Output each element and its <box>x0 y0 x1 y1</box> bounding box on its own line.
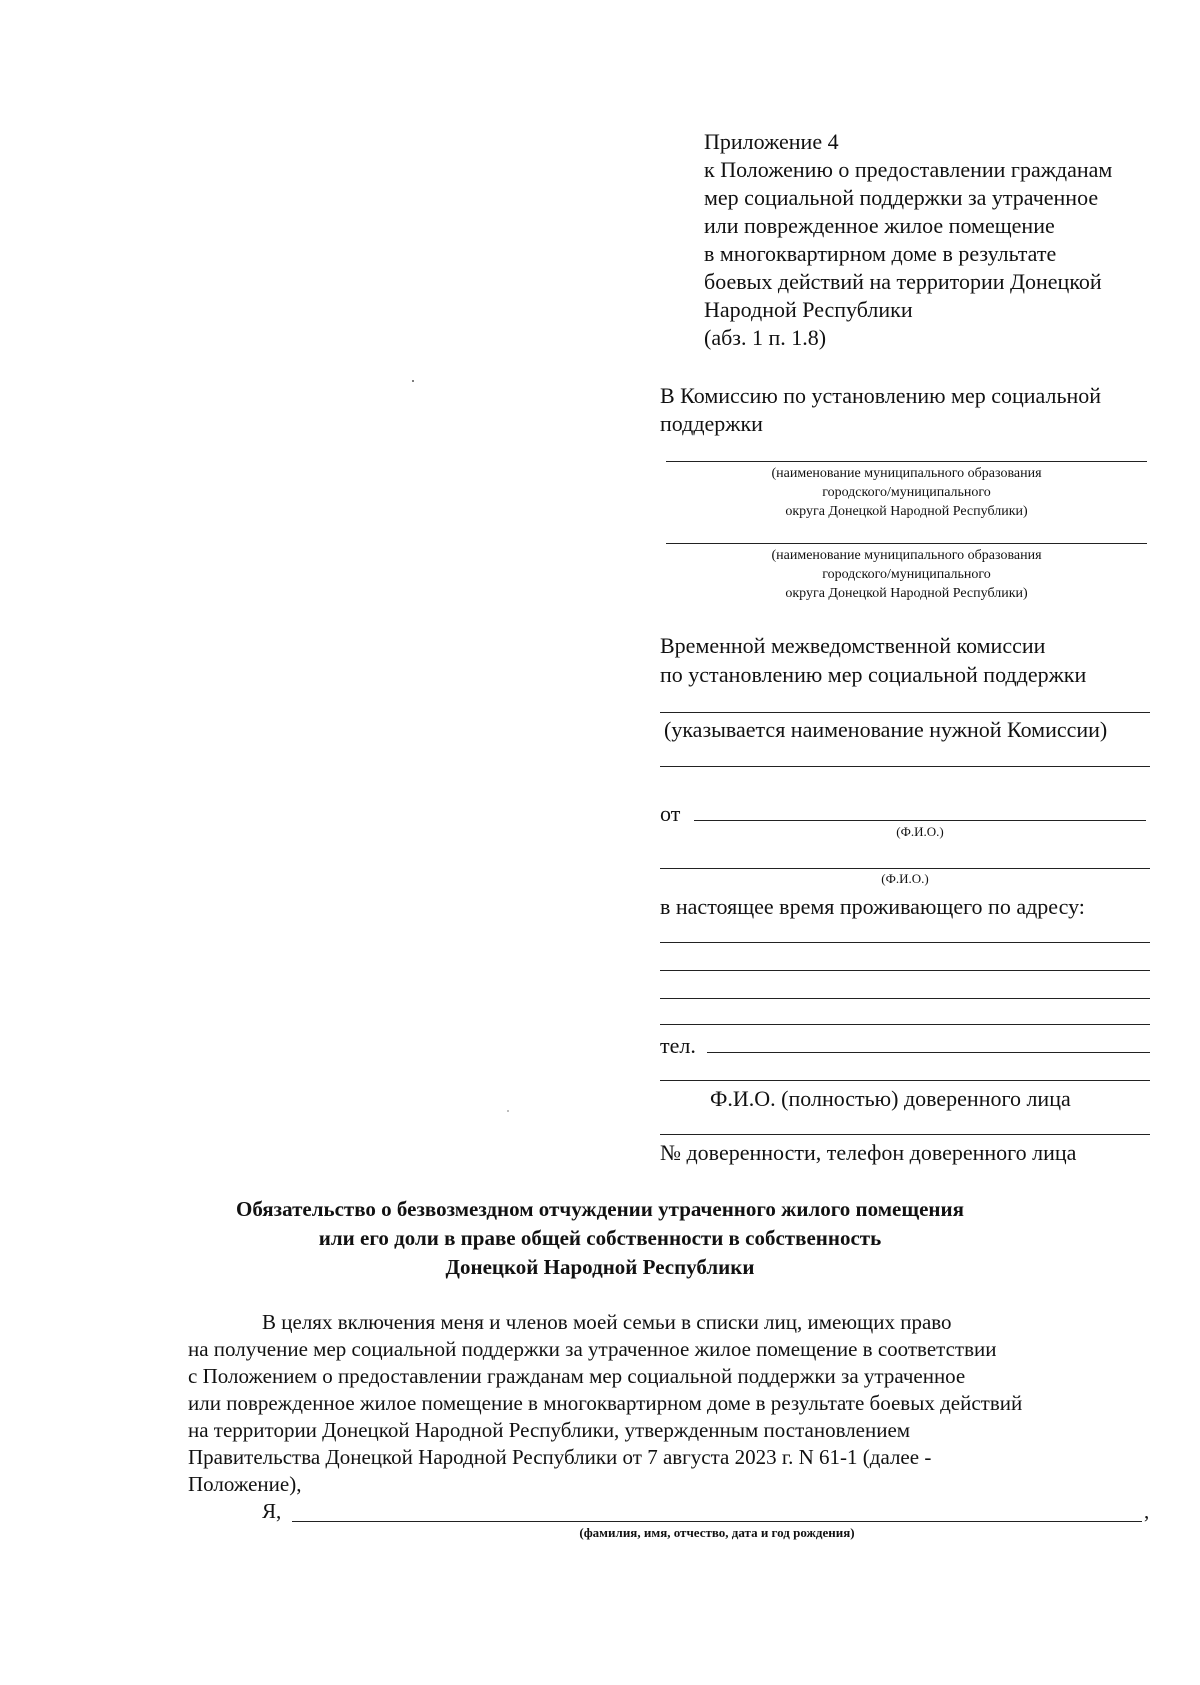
municipality-field-2[interactable] <box>666 543 1147 544</box>
from-fio-field[interactable] <box>694 820 1146 821</box>
fio-field-2[interactable] <box>660 868 1150 869</box>
municipality-field-1[interactable] <box>666 461 1147 462</box>
appendix-line: Народной Республики <box>704 297 913 322</box>
heading-line-1: Обязательство о безвозмездном отчуждении утраченного жилого помещения <box>236 1197 964 1221</box>
heading-line-3: Донецкой Народной Республики <box>445 1255 755 1279</box>
body-line: или поврежденное жилое помещение в многоквартирном доме в результате боевых действий <box>188 1391 1023 1415</box>
appendix-line: к Положению о предоставлении гражданам <box>704 157 1113 182</box>
body-last-line: Положение), <box>188 1472 302 1496</box>
address-field-2[interactable] <box>660 970 1150 971</box>
appendix-title: Приложение 4 <box>704 129 839 154</box>
appendix-line: мер социальной поддержки за утраченное <box>704 185 1099 210</box>
commission-name-field[interactable] <box>660 712 1150 713</box>
proxy-doc-field[interactable] <box>660 1134 1150 1135</box>
temp-commission-line-2: по установлению мер социальной поддержки <box>660 662 1087 687</box>
address-field-1[interactable] <box>660 942 1150 943</box>
appendix-line: или поврежденное жилое помещение <box>704 213 1055 238</box>
body-line: на территории Донецкой Народной Республики, утвержденным постановлением <box>188 1418 911 1442</box>
proxy-doc-label: № доверенности, телефон доверенного лица <box>660 1140 1077 1165</box>
tel-field[interactable] <box>707 1052 1150 1053</box>
body-line: на получение мер социальной поддержки за утраченное жилое помещение в соответствии <box>188 1337 997 1361</box>
full-name-field[interactable] <box>292 1521 1142 1522</box>
commission-line-1: В Комиссию по установлению мер социальной <box>660 383 1102 408</box>
scan-speck <box>412 380 414 382</box>
appendix-line: боевых действий на территории Донецкой <box>704 269 1102 294</box>
tel-label: тел. <box>660 1033 696 1058</box>
address-field-4[interactable] <box>660 1024 1150 1025</box>
appendix-line: в многоквартирном доме в результате <box>704 241 1057 266</box>
body-line: Правительства Донецкой Народной Республики от 7 августа 2023 г. N 61-1 (далее - <box>188 1445 932 1469</box>
fio-hint-1: (Ф.И.О.) <box>896 824 944 839</box>
fio-hint-2: (Ф.И.О.) <box>881 871 929 886</box>
appendix-ref: (абз. 1 п. 1.8) <box>704 325 827 350</box>
proxy-name-label: Ф.И.О. (полностью) доверенного лица <box>710 1086 1071 1111</box>
address-field-3[interactable] <box>660 998 1150 999</box>
proxy-name-field[interactable] <box>660 1080 1150 1081</box>
commission-line-2: поддержки <box>660 411 763 436</box>
address-label: в настоящее время проживающего по адресу: <box>660 894 1085 919</box>
i-label: Я, <box>262 1499 282 1523</box>
body-line: с Положением о предоставлении гражданам мер социальной поддержки за утраченное <box>188 1364 966 1388</box>
from-label: от <box>660 801 681 826</box>
municipality-hint-1: (наименование муниципального образования городского/муниципального округа Донецкой Народной Республики) <box>771 466 1042 519</box>
temp-commission-line-1: Временной межведомственной комиссии <box>660 633 1046 658</box>
i-end-comma: , <box>1144 1499 1150 1523</box>
full-name-hint: (фамилия, имя, отчество, дата и год рождения) <box>579 1525 855 1540</box>
scan-speck <box>507 1110 509 1112</box>
commission-hint: (указывается наименование нужной Комиссии) <box>664 717 1108 742</box>
body-line: В целях включения меня и членов моей семьи в списки лиц, имеющих право <box>262 1310 952 1334</box>
municipality-hint-2: (наименование муниципального образования городского/муниципального округа Донецкой Народной Республики) <box>771 548 1042 601</box>
commission-extra-field[interactable] <box>660 766 1150 767</box>
heading-line-2: или его доли в праве общей собственности в собственность <box>318 1226 882 1250</box>
